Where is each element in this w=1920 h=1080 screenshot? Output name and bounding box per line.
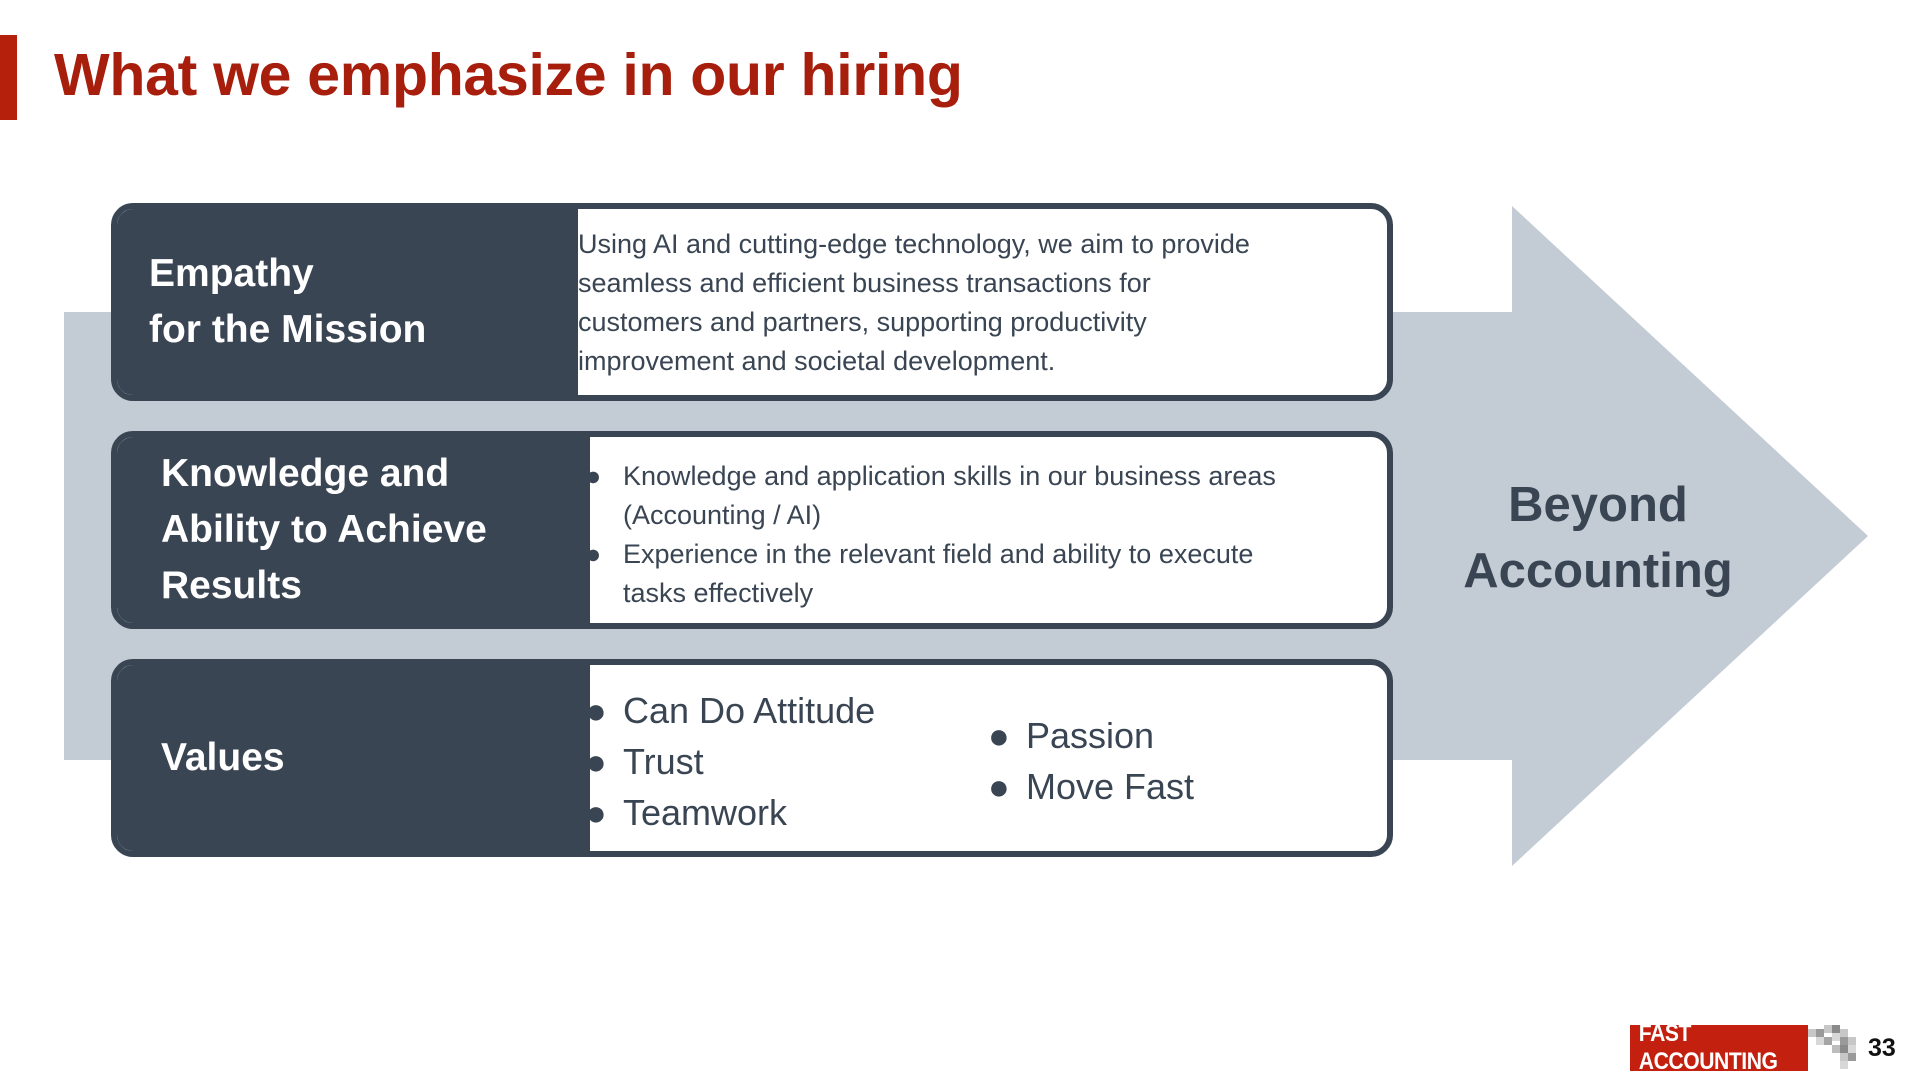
logo-text: FAST ACCOUNTING	[1638, 1020, 1778, 1075]
paragraph-line: Using AI and cutting-edge technology, we aim to provide	[578, 229, 1250, 259]
row-label-empathy	[117, 209, 578, 395]
bullet-line: (Accounting / AI)	[623, 500, 822, 530]
row-values	[111, 659, 1393, 857]
row-label-line: Values	[161, 736, 285, 779]
row-label-values	[117, 665, 590, 851]
arrow-label-line-1: Beyond	[1508, 478, 1688, 532]
logo-pixel-icon	[1808, 1023, 1858, 1071]
paragraph-line: customers and partners, supporting productivity	[578, 307, 1147, 337]
row-empathy	[111, 203, 1393, 401]
bullet-icon: ●	[585, 792, 607, 833]
list-item	[585, 535, 1383, 613]
list-item	[585, 787, 963, 838]
bullet-line: tasks effectively	[623, 578, 814, 608]
bullet-icon: ●	[585, 539, 602, 569]
bullet-icon: ●	[585, 461, 602, 491]
bullet-icon: ●	[988, 715, 1010, 756]
page-number: 33	[1868, 1034, 1896, 1062]
list-item	[988, 710, 1326, 761]
row-content-empathy	[546, 209, 1387, 395]
list-item	[585, 685, 963, 736]
list-item	[988, 761, 1326, 812]
arrow-label	[1440, 472, 1756, 604]
row-label-line: Empathy	[149, 252, 314, 295]
bullet-icon: ●	[585, 741, 607, 782]
paragraph-line: improvement and societal development.	[578, 346, 1056, 376]
bullet-icon: ●	[988, 766, 1010, 807]
bullet-line: Knowledge and application skills in our business areas	[623, 461, 1276, 491]
value-item: Teamwork	[623, 792, 788, 833]
value-item: Can Do Attitude	[623, 690, 876, 731]
row-label-knowledge	[117, 437, 590, 623]
value-item: Move Fast	[1026, 766, 1195, 807]
row-label-line: Ability to Achieve	[161, 508, 487, 551]
knowledge-bullet-list	[585, 457, 1383, 613]
fast-accounting-logo	[1630, 1020, 1830, 1075]
bullet-icon: ●	[585, 690, 607, 731]
value-item: Trust	[623, 741, 704, 782]
list-item	[585, 457, 1383, 535]
row-content-knowledge	[546, 437, 1387, 623]
row-label-line: Knowledge and	[161, 452, 450, 495]
row-content-values	[546, 665, 1387, 851]
list-item	[585, 736, 963, 787]
bullet-line: Experience in the relevant field and ability to execute	[623, 539, 1254, 569]
row-label-line: for the Mission	[149, 308, 427, 351]
row-knowledge	[111, 431, 1393, 629]
row-label-line: Results	[161, 564, 302, 607]
values-list-right	[988, 710, 1326, 812]
arrow-label-line-2: Accounting	[1463, 544, 1733, 598]
values-list-left	[585, 685, 963, 838]
value-item: Passion	[1026, 715, 1155, 756]
mission-paragraph	[578, 225, 1368, 381]
slide-title: What we emphasize in our hiring	[54, 42, 963, 108]
paragraph-line: seamless and efficient business transactions for	[578, 268, 1151, 298]
